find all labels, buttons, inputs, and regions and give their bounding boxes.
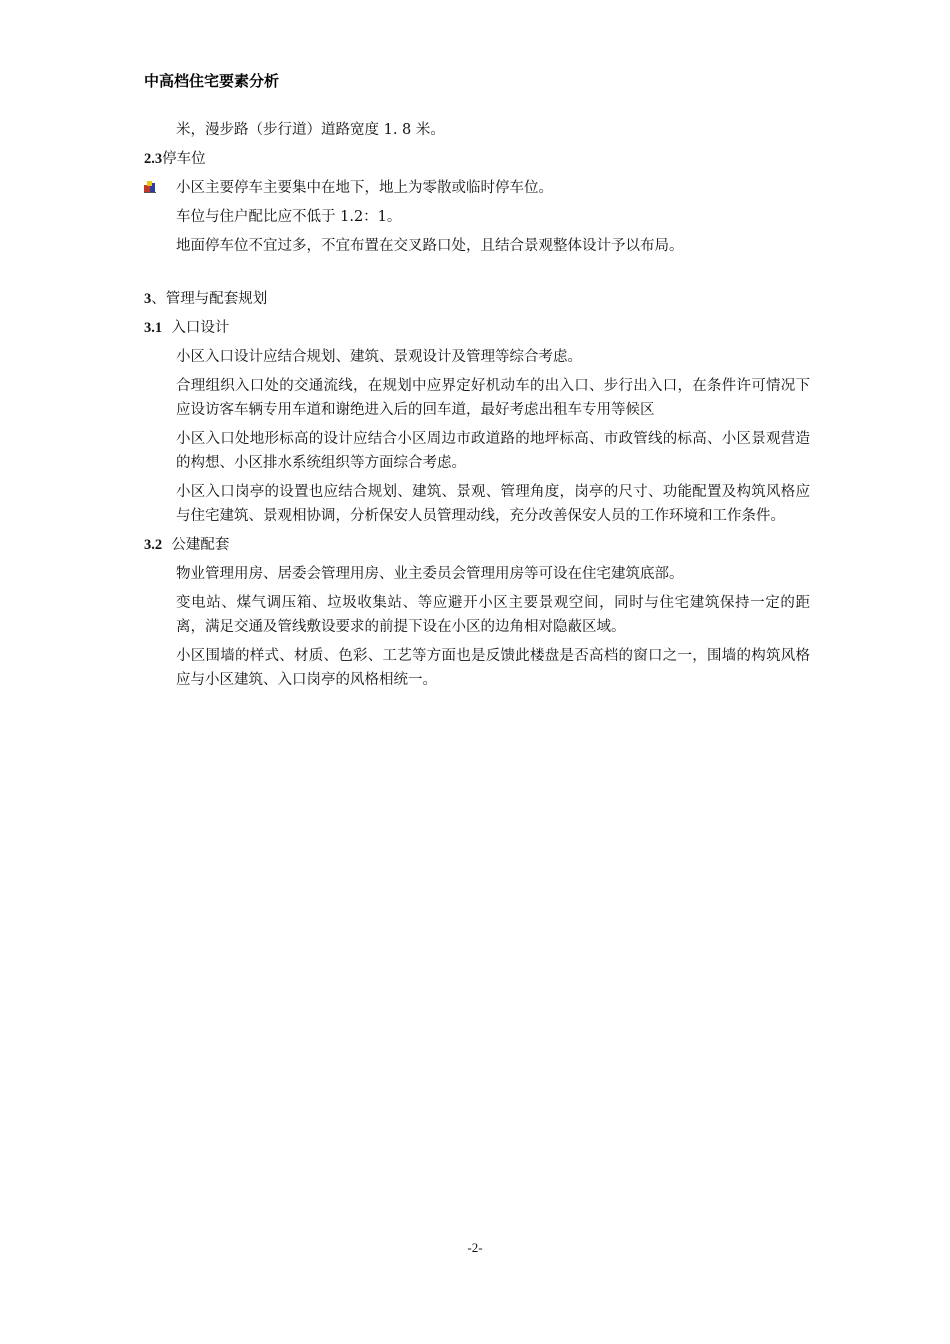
section-number: 3.2: [144, 537, 163, 553]
document-bullet-icon: [144, 181, 158, 193]
section-3-1-heading: [144, 316, 810, 340]
paragraph: 小区入口设计应结合规划、建筑、景观设计及管理等综合考虑。: [176, 349, 582, 365]
document-body: [144, 118, 810, 697]
page-number: -2-: [467, 1240, 483, 1255]
section-title: 停车位: [162, 151, 206, 167]
paragraph: 物业管理用房、居委会管理用房、业主委员会管理用房等可设在住宅建筑底部。: [176, 566, 684, 582]
section-title: 入口设计: [171, 320, 230, 336]
section-number: 2.3: [144, 151, 163, 167]
paragraph: 小区围墙的样式、材质、色彩、工艺等方面也是反馈此楼盘是否高档的窗口之一，围墙的构筑风格应与小区建筑、入口岗亭的风格相统一。: [176, 648, 810, 688]
section-3-2-heading: [144, 533, 810, 557]
spacer: [144, 263, 810, 287]
paragraph: 地面停车位不宜过多，不宜布置在交叉路口处，且结合景观整体设计予以布局。: [176, 238, 684, 254]
paragraph: 小区入口岗亭的设置也应结合规划、建筑、景观、管理角度，岗亭的尺寸、功能配置及构筑风格应与住宅建筑、景观相协调，分析保安人员管理动线，充分改善保安人员的工作环境和工作条件。: [176, 484, 810, 524]
section-3-heading: [144, 287, 810, 311]
paragraph: 变电站、煤气调压箱、垃圾收集站、等应避开小区主要景观空间，同时与住宅建筑保持一定的距离，满足交通及管线敷设要求的前提下设在小区的边角相对隐蔽区域。: [176, 595, 810, 635]
section-title: 公建配套: [171, 537, 230, 553]
paragraph: 小区入口处地形标高的设计应结合小区周边市政道路的地坪标高、市政管线的标高、小区景观营造的构想、小区排水系统组织等方面综合考虑。: [176, 431, 810, 471]
paragraph: 车位与住户配比应不低于 1.2：1。: [176, 209, 402, 225]
section-number: 3: [144, 291, 152, 307]
section-title: 、管理与配套规划: [151, 291, 268, 307]
road-width-tail: 米，漫步路（步行道）道路宽度 1. 8 米。: [176, 122, 445, 138]
section-2-3-heading: [144, 147, 810, 171]
page-header-title: 中高档住宅要素分析: [144, 72, 280, 90]
section-number: 3.1: [144, 320, 163, 336]
paragraph: 小区主要停车主要集中在地下，地上为零散或临时停车位。: [176, 176, 810, 200]
paragraph: 合理组织入口处的交通流线，在规划中应界定好机动车的出入口、步行出入口，在条件许可情况下应设访客车辆专用车道和谢绝进入后的回车道，最好考虑出租车专用等候区: [176, 378, 810, 418]
